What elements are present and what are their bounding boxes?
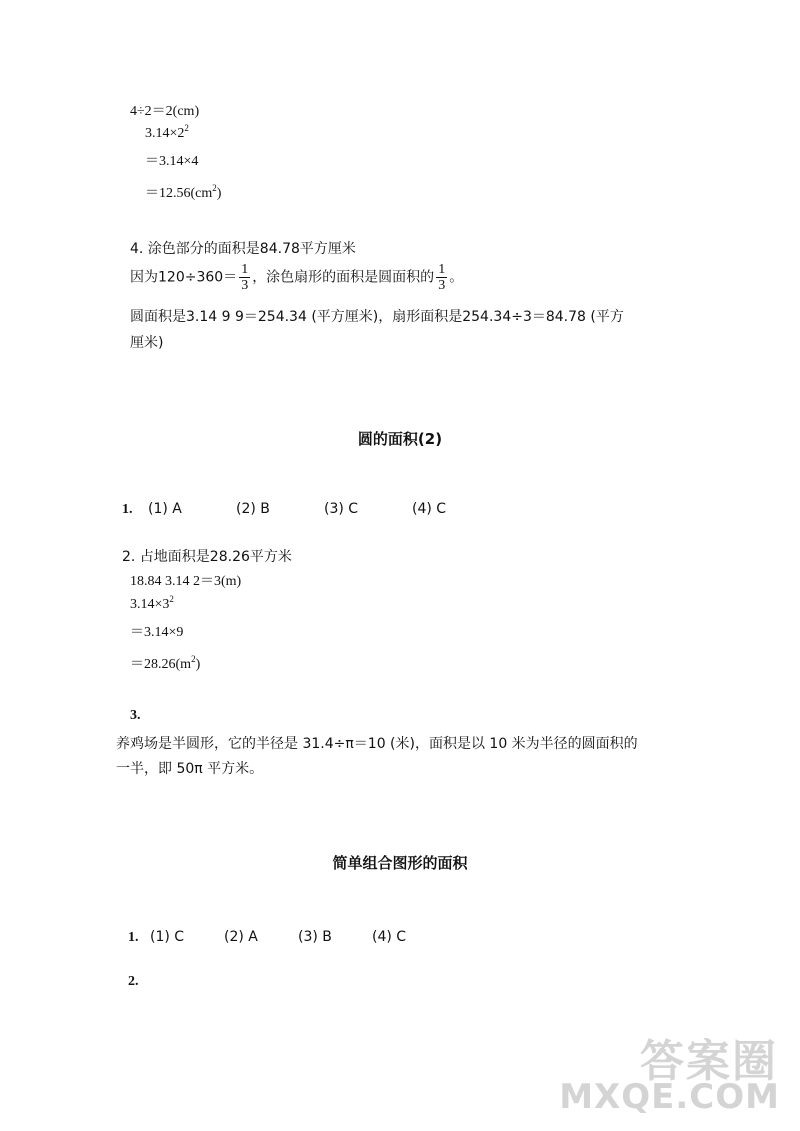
q4-reason: 因为120÷360＝ $\frac{1}{3}$ ，涂色扇形的面积是圆面积的 $\frac{1}{3}$ 。 [130,262,464,293]
q3-answer-line1: 养鸡场是半圆形，它的半径是 31.4÷π＝10 (米)，面积是以 10 米为半径的圆面积的 [116,736,638,752]
q2-calc-step1: $3.14\times 3^2$ [130,594,174,612]
fraction-one-third: $\frac{1}{3}$ [241,262,249,293]
watermark-text-bottom: MXQE.COM [559,1077,780,1117]
calc-radius: 4÷2＝2(cm) [130,104,200,119]
q4-circle-area: 圆面积是3.14 9 9＝254.34 (平方厘米)，扇形面积是254.34÷3＝84.78 (平方 [130,309,624,325]
q2-calc-step2: ＝3.14×9 [130,625,184,640]
section-heading-composite-shapes: 简单组合图形的面积 [332,854,468,872]
calc-area-step1: $3.14\times 2^2$ [145,123,189,141]
s3-q1-answers: 1. (1) C (2) A (3) B (4) C [128,929,407,945]
q2-calc-result: $=28.26(m^2)$ [130,654,201,672]
q2-answer-title: 2. 占地面积是28.26平方米 [122,549,292,565]
q4-circle-area-cont: 厘米) [130,335,164,351]
section-heading-circle-area-2: 圆的面积(2) [357,430,443,448]
watermark-logo [559,1025,786,1125]
calc-area-step2: ＝3.14×4 [145,154,199,169]
calc-area-result: $=12.56(cm^2)$ [145,183,222,201]
fraction-one-third-2: $\frac{1}{3}$ [438,262,446,293]
s3-q2-number: 2. [128,974,139,989]
q3-answer-line2: 一半，即 50π 平方米。 [116,761,264,777]
q1-answers: 1. (1) A (2) B (3) C (4) C [122,501,447,517]
q3-number: 3. [130,708,141,723]
q2-calc-radius: 18.84 3.14 2＝3(m) [130,574,242,589]
q4-answer-title: 4. 涂色部分的面积是84.78平方厘米 [130,241,356,257]
watermark-text-top: 答案圈 [640,1036,778,1087]
